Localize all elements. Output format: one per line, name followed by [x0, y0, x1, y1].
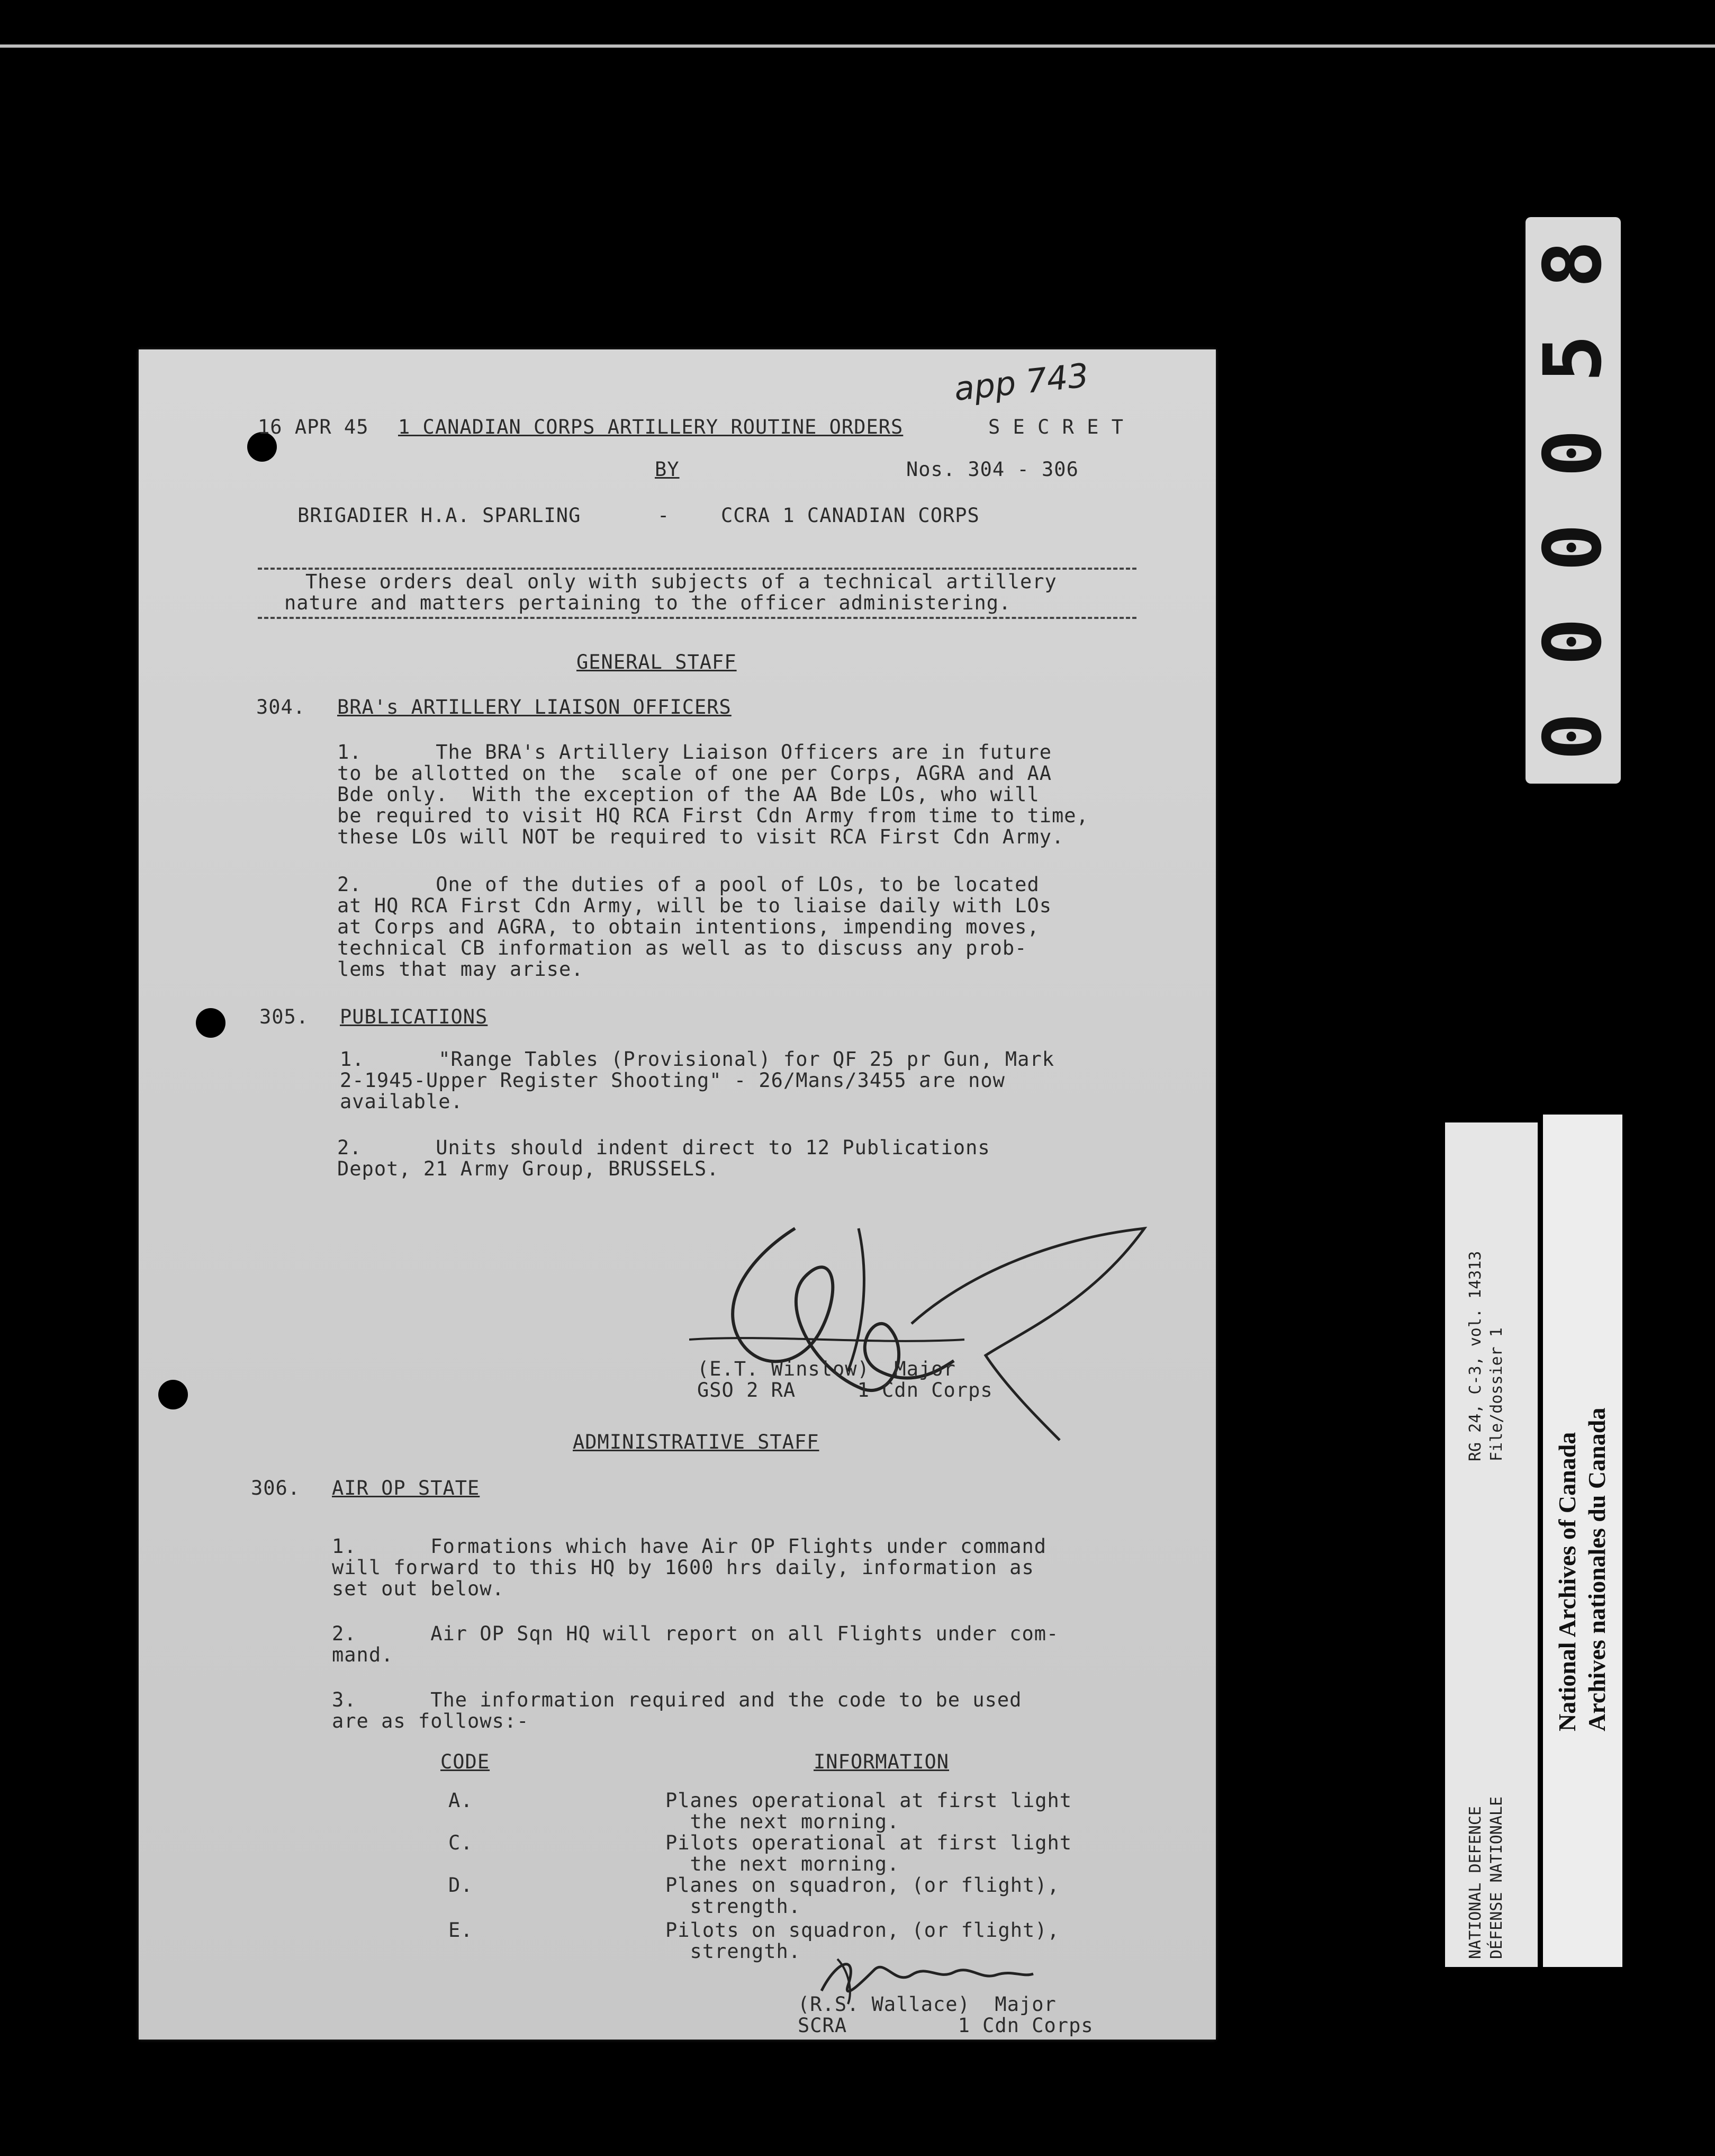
signature-name: (E.T. Winslow) Major — [697, 1358, 956, 1380]
paragraph-line: at Corps and AGRA, to obtain intentions, impending moves, — [337, 915, 1040, 938]
paragraph-line: 1. The BRA's Artillery Liaison Officers are in future — [337, 741, 1052, 763]
paragraph-line: 3. The information required and the code to be used — [332, 1688, 1022, 1711]
punch-hole — [158, 1380, 188, 1409]
paragraph-line: technical CB information as well as to discuss any prob- — [337, 937, 1027, 959]
archives-line: Archives nationales du Canada — [1583, 1407, 1610, 1731]
information-cell: the next morning. — [665, 1853, 900, 1875]
paragraph-line: are as follows:- — [332, 1710, 529, 1732]
item-number: 305. — [259, 1005, 309, 1028]
frame-digit: 0 — [1527, 712, 1619, 760]
signature-winslow — [689, 1197, 1166, 1461]
item-title: PUBLICATIONS — [340, 1005, 488, 1028]
notice-rule-bottom — [258, 617, 1136, 619]
item-number: 306. — [251, 1477, 301, 1499]
notice-line: nature and matters pertaining to the officer administering. — [284, 591, 1012, 614]
national-archives-label — [1543, 1115, 1622, 1967]
paragraph-line: set out below. — [332, 1577, 504, 1600]
paragraph-line: at HQ RCA First Cdn Army, will be to liaise daily with LOs — [337, 894, 1052, 917]
frame-digit: 0 — [1527, 618, 1619, 666]
notice-rule-top — [258, 568, 1136, 570]
paragraph-line: 2. Air OP Sqn HQ will report on all Flights under com- — [332, 1622, 1059, 1645]
signature-name: (R.S. Wallace) Major — [798, 1993, 1057, 2016]
information-cell: Planes on squadron, (or flight), — [665, 1874, 1060, 1897]
item-title: BRA's ARTILLERY LIAISON OFFICERS — [337, 696, 732, 718]
paragraph-line: 1. Formations which have Air OP Flights under command — [332, 1535, 1047, 1558]
paragraph-line: Depot, 21 Army Group, BRUSSELS. — [337, 1157, 719, 1180]
paragraph-line: these LOs will NOT be required to visit RCA First Cdn Army. — [337, 825, 1064, 848]
signature-position: SCRA 1 Cdn Corps — [798, 2014, 1094, 2037]
paragraph-line: to be allotted on the scale of one per Corps, AGRA and AA — [337, 762, 1052, 785]
reference-line: File/dossier 1 — [1487, 1327, 1506, 1461]
code-cell: C. — [448, 1831, 473, 1854]
frame-digit: 0 — [1527, 429, 1619, 477]
archive-reference-label — [1445, 1122, 1538, 1967]
department-line: DÉFENSE NATIONALE — [1487, 1796, 1506, 1959]
item-title: AIR OP STATE — [332, 1477, 480, 1499]
paragraph-line: available. — [340, 1090, 463, 1113]
document-page — [139, 349, 1216, 2040]
frame-number-stamp — [1526, 217, 1621, 784]
order-numbers: Nos. 304 - 306 — [906, 458, 1079, 481]
paragraph-line: lems that may arise. — [337, 958, 584, 981]
paragraph-line: will forward to this HQ by 1600 hrs daily, information as — [332, 1556, 1034, 1579]
code-cell: E. — [448, 1919, 473, 1942]
information-cell: strength. — [665, 1940, 801, 1963]
header-date: 16 APR 45 — [258, 416, 369, 438]
code-header: CODE — [440, 1750, 490, 1773]
authority-name: BRIGADIER H.A. SPARLING — [297, 504, 581, 527]
signature-position: GSO 2 RA 1 Cdn Corps — [697, 1379, 993, 1402]
top-border-line — [0, 44, 1715, 48]
information-cell: Planes operational at first light — [665, 1789, 1072, 1812]
information-header: INFORMATION — [814, 1750, 950, 1773]
paragraph-line: Bde only. With the exception of the AA Bde LOs, who will — [337, 783, 1040, 806]
authority-title: CCRA 1 CANADIAN CORPS — [721, 504, 980, 527]
archives-line: National Archives of Canada — [1554, 1432, 1581, 1731]
information-cell: strength. — [665, 1895, 801, 1918]
frame-digit: 8 — [1527, 240, 1619, 289]
paragraph-line: 2. One of the duties of a pool of LOs, to be located — [337, 873, 1040, 896]
administrative-staff-heading: ADMINISTRATIVE STAFF — [573, 1431, 819, 1453]
authority-dash: - — [657, 504, 670, 527]
paragraph-line: mand. — [332, 1643, 394, 1666]
information-cell: Pilots on squadron, (or flight), — [665, 1919, 1060, 1942]
punch-hole — [196, 1008, 225, 1038]
header-title: 1 CANADIAN CORPS ARTILLERY ROUTINE ORDERS — [398, 416, 904, 438]
header-by: BY — [655, 458, 680, 481]
classification-mark: S E C R E T — [988, 416, 1124, 438]
paragraph-line: 1. "Range Tables (Provisional) for QF 25 pr Gun, Mark — [340, 1048, 1055, 1071]
department-line: NATIONAL DEFENCE — [1466, 1806, 1485, 1959]
reference-line: RG 24, C-3, vol. 14313 — [1466, 1251, 1485, 1461]
code-cell: A. — [448, 1789, 473, 1812]
information-cell: Pilots operational at first light — [665, 1831, 1072, 1854]
paragraph-line: be required to visit HQ RCA First Cdn Army from time to time, — [337, 804, 1089, 827]
handwritten-annotation: app 743 — [952, 355, 1090, 409]
notice-line: These orders deal only with subjects of a technical artillery — [305, 570, 1057, 593]
frame-digit: 5 — [1527, 335, 1619, 383]
information-cell: the next morning. — [665, 1810, 900, 1833]
general-staff-heading: GENERAL STAFF — [576, 651, 737, 673]
paragraph-line: 2-1945-Upper Register Shooting" - 26/Mans/3455 are now — [340, 1069, 1005, 1092]
item-number: 304. — [256, 696, 306, 718]
paragraph-line: 2. Units should indent direct to 12 Publications — [337, 1136, 990, 1159]
frame-digit: 0 — [1527, 523, 1619, 572]
code-cell: D. — [448, 1874, 473, 1897]
